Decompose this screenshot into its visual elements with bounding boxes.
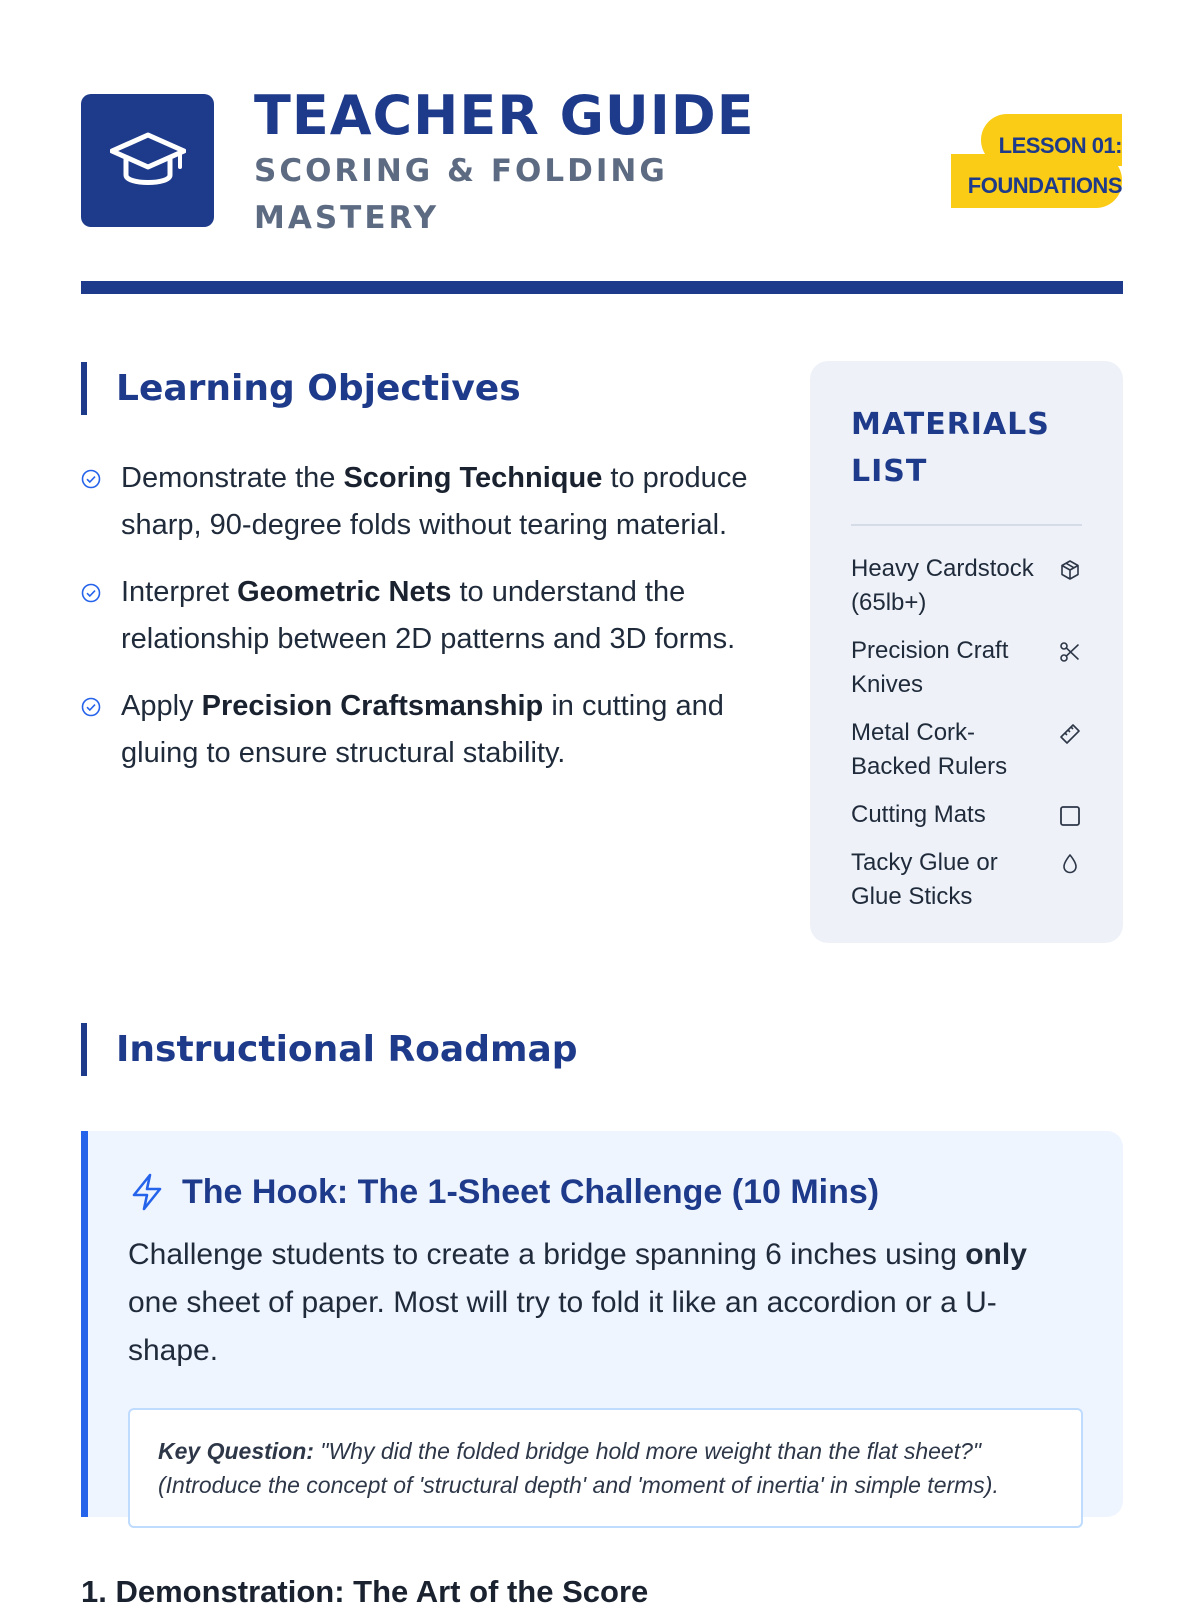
hook-card [81,1131,1123,1517]
check-circle-icon [81,469,101,489]
material-label: Heavy Cardstock (65lb+) [851,555,1034,616]
lesson-badge-label: LESSON 01: FOUNDATIONS [967,133,1122,198]
hook-body-post: one sheet of paper. Most will try to fold it like an accordion or a U-shape. [128,1286,997,1367]
objective-text-bold: Precision Craftsmanship [201,690,544,722]
objective-text-pre: Demonstrate the [121,462,344,494]
objective-text-post: to understand the relationship between 2D patterns and 3D forms. [121,576,736,655]
materials-heading: MATERIALS LIST [851,401,1082,526]
objective-item [81,569,781,663]
droplet-icon [1058,852,1082,876]
lesson-badge [951,114,1122,208]
material-item [851,798,1082,832]
objective-text-post: to produce sharp, 90-degree folds without tearing material. [121,462,748,541]
hook-body-bold: only [965,1238,1027,1271]
header-divider [81,281,1123,294]
step-1-heading: 1. Demonstration: The Art of the Score [81,1574,649,1609]
roadmap-heading: Instructional Roadmap [81,1023,578,1076]
key-question-box [128,1408,1083,1528]
objective-item [81,683,781,777]
logo-badge [81,94,214,227]
material-label: Metal Cork-Backed Rulers [851,719,1008,780]
hook-description [128,1231,1083,1375]
materials-card [810,361,1123,943]
square-icon [1058,804,1082,828]
material-item [851,716,1082,784]
key-question-label: Key Question: [158,1438,314,1464]
cube-icon [1058,558,1082,582]
objective-text-post: in cutting and gluing to ensure structural stability. [121,690,724,769]
objective-text-pre: Interpret [121,576,238,608]
check-circle-icon [81,583,101,603]
objectives-list [81,455,781,797]
objectives-heading: Learning Objectives [81,362,521,415]
objective-text-pre: Apply [121,690,202,722]
material-item [851,846,1082,914]
page-subtitle: SCORING & FOLDING MASTERY [254,153,668,236]
scissors-icon [1058,640,1082,664]
ruler-icon [1058,722,1082,746]
materials-list [851,552,1082,914]
material-label: Cutting Mats [851,801,986,828]
objective-item [81,455,781,549]
check-circle-icon [81,697,101,717]
page-title: TEACHER GUIDE [254,84,755,147]
objective-text-bold: Scoring Technique [343,462,603,494]
graduation-cap-icon [110,131,186,191]
lightning-icon [128,1172,166,1212]
hook-body-pre: Challenge students to create a bridge spanning 6 inches using [128,1238,966,1271]
material-item [851,552,1082,620]
key-question-text: "Why did the folded bridge hold more weight than the flat sheet?" (Introduce the concept of 'structural depth' and 'moment of inertia' in simple terms). [158,1438,999,1498]
material-label: Tacky Glue or Glue Sticks [851,849,998,910]
material-label: Precision Craft Knives [851,637,1009,698]
hook-title-row [128,1167,1083,1217]
material-item [851,634,1082,702]
objective-text-bold: Geometric Nets [237,576,452,608]
hook-title: The Hook: The 1-Sheet Challenge (10 Mins) [182,1172,880,1211]
